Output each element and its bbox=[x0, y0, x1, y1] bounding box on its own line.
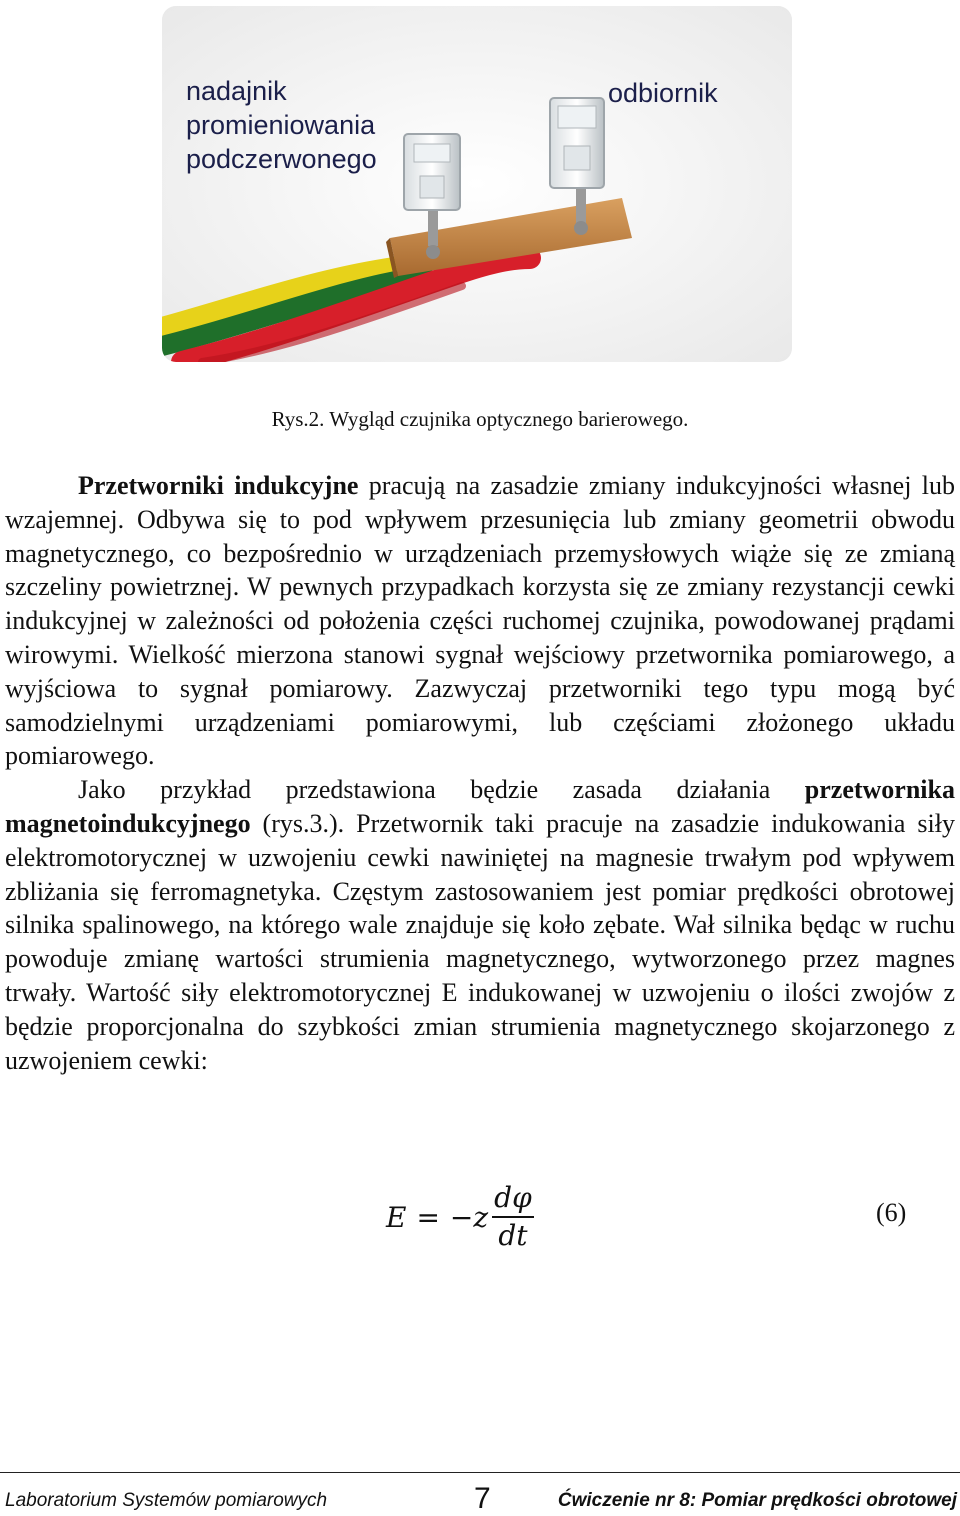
equation-lhs: E bbox=[386, 1200, 407, 1234]
equation-fraction bbox=[492, 1180, 534, 1254]
paragraph-magnetoinductive-text: (rys.3.). Przetwornik taki pracuje na zasadzie indukowania siły elektromotorycznej w uzwojeniu cewki nawiniętej na magnesie trwałym pod wpływem zbliżania się ferromagnetyka. Częstym zastosowaniem jest pomiar prędkości obrotowej silnika spalinowego, na którego wale znajduje się koło zębate. Wał silnika będąc w ruchu powoduje zmianę wartości strumienia magnetycznego, wytworzonego przez magnes trwały. Wartość siły elektromotorycznej E indukowanej w uzwojeniu o ilości zwojów z będzie proporcjonalna do szybkości zmian strumienia magnetycznego skojarzonego z uzwojeniem cewki: bbox=[5, 808, 955, 1075]
figure-caption: Rys.2. Wygląd czujnika optycznego barierowego. bbox=[271, 407, 689, 431]
transmitter-label: nadajnik promieniowania podczerwonego bbox=[186, 76, 377, 174]
sensor-illustration bbox=[162, 6, 792, 362]
paragraph-inductive-text: pracują na zasadzie zmiany indukcyjności własnej lub wzajemnej. Odbywa się to pod wpływem przesunięcia lub zmiany geometrii obwodu magnetycznego, co bezpośrednio w urządzeniach przemysłowych wiąże się ze zmianą szczeliny powietrznej. W pewnych przypadkach korzysta się ze zmiany rezystancji cewki indukcyjnej w zależności od położenia części ruchomej czujnika, powodowanej prądami wirowymi. Wielkość mierzona stanowi sygnał wejściowy przetwornika pomiarowego, a wyjściowa to sygnał pomiarowy. Zazwyczaj przetworniki tego typu mogą być samodzielnymi urządzeniami pomiarowymi, lub częściami złożonego układu pomiarowego. bbox=[5, 471, 955, 771]
term-inductive-transducers: Przetworniki indukcyjne bbox=[78, 471, 359, 500]
paragraph-magnetoinductive-intro: Jako przykład przedstawiona będzie zasada działania bbox=[78, 775, 805, 805]
equation-minus: − bbox=[449, 1200, 474, 1234]
equation-coefficient: z bbox=[473, 1200, 489, 1234]
sensor-photo bbox=[162, 6, 792, 362]
equation-6 bbox=[386, 1180, 534, 1254]
equation-denominator: dt bbox=[498, 1219, 528, 1252]
receiver-label: odbiornik bbox=[608, 78, 718, 108]
paragraph-magnetoinductive bbox=[5, 773, 955, 1077]
footer-exercise-title: Ćwiczenie nr 8: Pomiar prędkości obrotowej bbox=[557, 1490, 957, 1511]
equation-equals: = bbox=[416, 1200, 440, 1234]
footer-divider bbox=[0, 1472, 960, 1473]
equation-numerator: dφ bbox=[492, 1180, 534, 1218]
equation-number: (6) bbox=[876, 1198, 907, 1227]
term-magnetoinductive-transducer: przetwornika magnetoindukcyjnego bbox=[5, 775, 955, 838]
paragraph-inductive bbox=[5, 469, 955, 773]
footer-lab-title: Laboratorium Systemów pomiarowych bbox=[5, 1490, 328, 1511]
body-text bbox=[5, 469, 955, 1077]
page-number: 7 bbox=[474, 1482, 491, 1515]
